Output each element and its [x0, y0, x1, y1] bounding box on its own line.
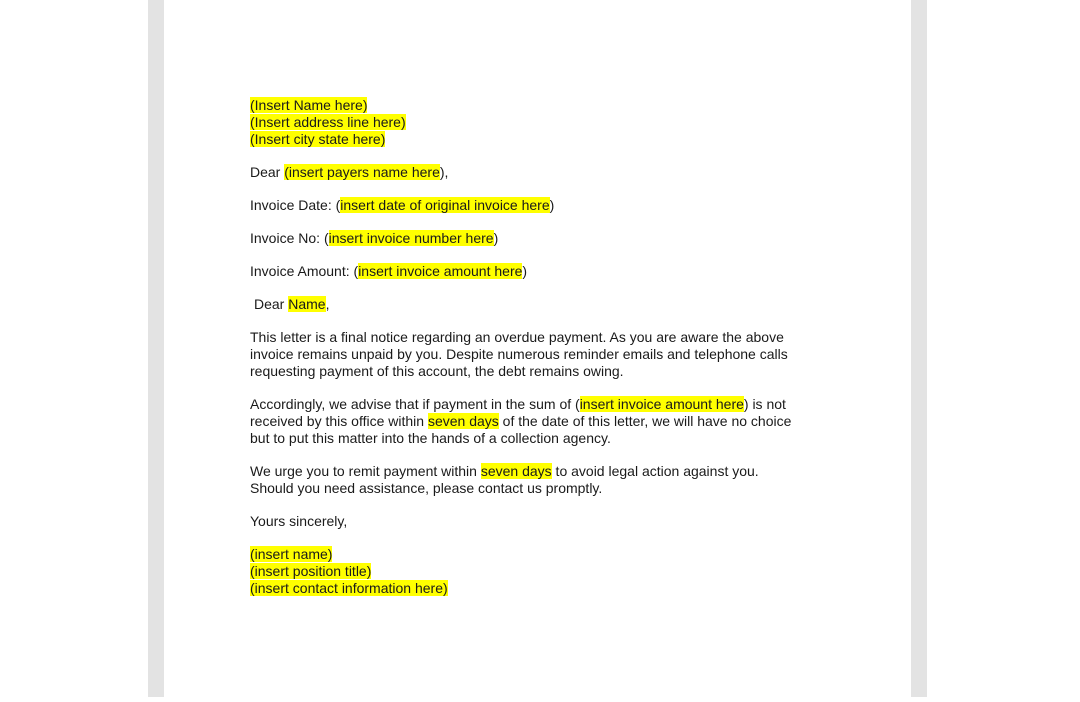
signature-contact: (insert contact information here)	[250, 580, 448, 596]
invoice-amount-label: Invoice Amount:	[250, 263, 354, 279]
paragraph-warning-text-2a: received by this office within	[250, 413, 428, 429]
recipient-city: (Insert city state here)	[250, 131, 386, 147]
recipient-block	[250, 97, 850, 148]
salutation-payer	[250, 164, 850, 181]
invoice-date-label: Invoice Date:	[250, 197, 336, 213]
paragraph-warning	[250, 396, 850, 447]
paragraph-urge-text-1b: to avoid legal action against you.	[551, 463, 759, 479]
invoice-amount-open-paren: (	[353, 263, 359, 279]
salutation-close: ),	[439, 164, 449, 180]
invoice-number-placeholder: insert invoice number here	[328, 230, 494, 246]
paragraph-warning-text-1a: Accordingly, we advise that if payment in the sum of	[250, 396, 576, 412]
paragraph-notice-line-2: invoice remains unpaid by you. Despite numerous reminder emails and telephone calls	[250, 346, 788, 362]
salutation-prefix: Dear	[250, 164, 285, 180]
payer-name-placeholder: insert payers name here	[288, 164, 440, 180]
left-page-margin	[148, 0, 164, 697]
signature-name: (insert name)	[250, 546, 333, 562]
paragraph-warning-text-1b: ) is not	[743, 396, 786, 412]
invoice-amount-placeholder: insert invoice amount here	[358, 263, 523, 279]
paragraph-urge	[250, 463, 850, 497]
invoice-date-placeholder: insert date of original invoice here	[340, 197, 550, 213]
paragraph-notice-line-1: This letter is a final notice regarding an overdue payment. As you are aware the above	[250, 329, 784, 345]
seven-days-highlight-1: seven days	[427, 413, 499, 429]
paragraph-urge-line-2: Should you need assistance, please contact us promptly.	[250, 480, 603, 496]
letter-body	[250, 97, 850, 597]
paragraph-notice-line-3: requesting payment of this account, the debt remains owing.	[250, 363, 624, 379]
right-page-margin	[911, 0, 927, 697]
invoice-number-line	[250, 230, 850, 247]
invoice-amount-line	[250, 263, 850, 280]
salutation-name-prefix: Dear	[254, 296, 289, 312]
invoice-amount-close-paren: )	[522, 263, 528, 279]
invoice-date-line	[250, 197, 850, 214]
invoice-number-close-paren: )	[493, 230, 499, 246]
recipient-address: (Insert address line here)	[250, 114, 406, 130]
salutation-name-placeholder: Name	[288, 296, 326, 312]
salutation-name-suffix: ,	[325, 296, 330, 312]
seven-days-highlight-2: seven days	[480, 463, 552, 479]
invoice-date-close-paren: )	[549, 197, 555, 213]
paragraph-warning-open-paren: (	[575, 396, 580, 412]
amount-placeholder-inline: insert invoice amount here	[579, 396, 744, 412]
paragraph-warning-text-2b: of the date of this letter, we will have no choice	[498, 413, 792, 429]
closing	[250, 513, 850, 530]
closing-text: Yours sincerely,	[250, 513, 348, 529]
invoice-number-open-paren: (	[323, 230, 329, 246]
paragraph-urge-text-1a: We urge you to remit payment within	[250, 463, 481, 479]
signature-position: (insert position title)	[250, 563, 372, 579]
salutation-name	[250, 296, 850, 313]
salutation-open-paren: (	[284, 164, 289, 180]
signature-block	[250, 546, 850, 597]
paragraph-notice	[250, 329, 850, 380]
recipient-name: (Insert Name here)	[250, 97, 368, 113]
paragraph-warning-line-3: but to put this matter into the hands of a collection agency.	[250, 430, 611, 446]
invoice-number-label: Invoice No:	[250, 230, 324, 246]
invoice-date-open-paren: (	[335, 197, 341, 213]
